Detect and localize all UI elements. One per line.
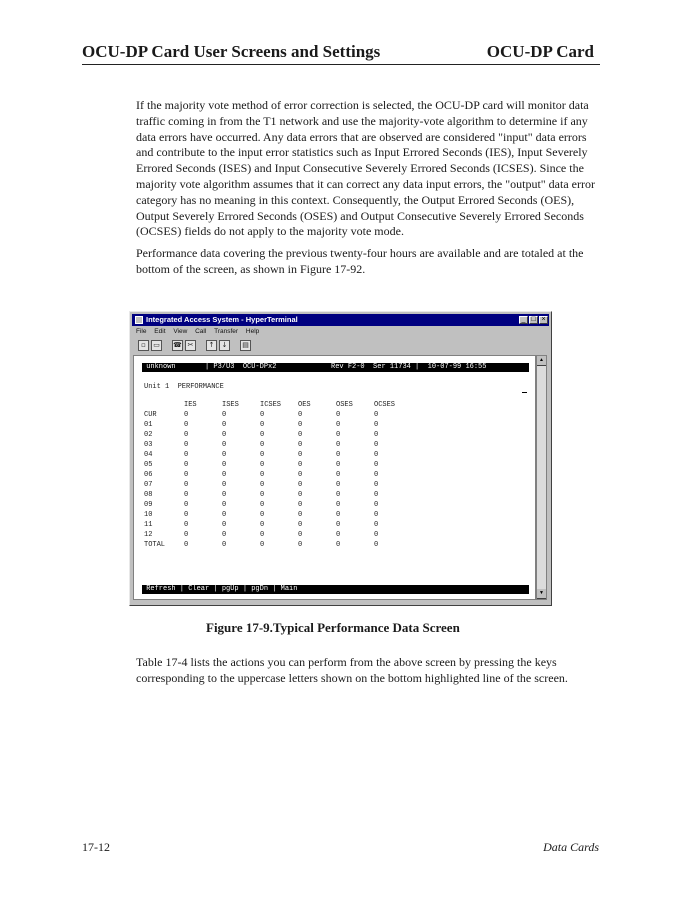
table-cell: 0 bbox=[374, 441, 379, 449]
text-cursor bbox=[522, 392, 527, 393]
row-label: 08 bbox=[144, 491, 153, 499]
row-label: TOTAL bbox=[144, 541, 166, 549]
table-cell: 0 bbox=[298, 461, 303, 469]
table-row bbox=[144, 500, 412, 510]
table-cell: 0 bbox=[222, 471, 227, 479]
table-cell: 0 bbox=[374, 491, 379, 499]
scroll-down-icon[interactable]: ▼ bbox=[537, 589, 546, 599]
table-cell: 0 bbox=[298, 441, 303, 449]
close-icon[interactable]: × bbox=[539, 316, 548, 324]
page-number: 17-12 bbox=[82, 840, 110, 854]
table-cell: 0 bbox=[336, 451, 341, 459]
table-cell: 0 bbox=[222, 421, 227, 429]
send-icon[interactable]: ↑ bbox=[206, 340, 217, 351]
unit-performance-title: Unit 1 PERFORMANCE bbox=[144, 383, 224, 391]
terminal-screen[interactable] bbox=[133, 355, 536, 600]
table-cell: 0 bbox=[298, 521, 303, 529]
row-label: 07 bbox=[144, 481, 153, 489]
table-cell: 0 bbox=[260, 421, 265, 429]
table-cell: 0 bbox=[222, 431, 227, 439]
table-cell: 0 bbox=[184, 511, 189, 519]
row-label: 06 bbox=[144, 471, 153, 479]
table-cell: 0 bbox=[374, 501, 379, 509]
receive-icon[interactable]: ↓ bbox=[219, 340, 230, 351]
table-cell: 0 bbox=[260, 541, 265, 549]
table-cell: 0 bbox=[298, 501, 303, 509]
table-row bbox=[144, 480, 412, 490]
table-cell: 0 bbox=[336, 531, 341, 539]
maximize-icon[interactable]: □ bbox=[529, 316, 538, 324]
hyperterminal-window bbox=[129, 311, 552, 606]
table-cell: 0 bbox=[374, 431, 379, 439]
row-label: 03 bbox=[144, 441, 153, 449]
table-cell: 0 bbox=[222, 411, 227, 419]
table-cell: 0 bbox=[260, 491, 265, 499]
header-section: OCU-DP Card bbox=[486, 42, 594, 61]
table-cell: 0 bbox=[222, 531, 227, 539]
table-cell: 0 bbox=[184, 411, 189, 419]
table-cell: 0 bbox=[260, 511, 265, 519]
table-cell: 0 bbox=[184, 451, 189, 459]
menu-file[interactable]: File bbox=[136, 328, 147, 335]
performance-table bbox=[144, 400, 412, 550]
menu-transfer[interactable]: Transfer bbox=[214, 328, 239, 335]
vertical-scrollbar[interactable] bbox=[536, 355, 547, 600]
menu-call[interactable]: Call bbox=[195, 328, 207, 335]
table-cell: 0 bbox=[184, 441, 189, 449]
table-cell: 0 bbox=[298, 531, 303, 539]
table-cell: 0 bbox=[336, 411, 341, 419]
table-row bbox=[144, 420, 412, 430]
table-row bbox=[144, 440, 412, 450]
table-cell: 0 bbox=[260, 411, 265, 419]
table-cell: 0 bbox=[374, 451, 379, 459]
table-cell: 0 bbox=[336, 461, 341, 469]
menu-edit[interactable]: Edit bbox=[154, 328, 166, 335]
table-cell: 0 bbox=[298, 491, 303, 499]
column-header bbox=[144, 400, 184, 410]
column-header: IES bbox=[184, 401, 197, 409]
table-row bbox=[144, 520, 412, 530]
table-cell: 0 bbox=[336, 431, 341, 439]
open-icon[interactable]: ▭ bbox=[151, 340, 162, 351]
disconnect-icon[interactable]: ✂ bbox=[185, 340, 196, 351]
table-cell: 0 bbox=[374, 461, 379, 469]
table-cell: 0 bbox=[298, 411, 303, 419]
table-cell: 0 bbox=[260, 461, 265, 469]
table-cell: 0 bbox=[298, 471, 303, 479]
table-cell: 0 bbox=[336, 501, 341, 509]
terminal-status-line: unknown | P3/U3 OCU-DPx2 Rev F2-0 Ser 11734 | 10-07-99 16:55 bbox=[142, 363, 529, 372]
table-cell: 0 bbox=[298, 541, 303, 549]
table-row bbox=[144, 490, 412, 500]
table-cell: 0 bbox=[374, 481, 379, 489]
scroll-up-icon[interactable]: ▲ bbox=[537, 356, 546, 366]
table-cell: 0 bbox=[298, 511, 303, 519]
table-cell: 0 bbox=[336, 471, 341, 479]
table-row bbox=[144, 470, 412, 480]
table-cell: 0 bbox=[222, 491, 227, 499]
table-row bbox=[144, 510, 412, 520]
table-cell: 0 bbox=[184, 531, 189, 539]
table-cell: 0 bbox=[260, 481, 265, 489]
table-cell: 0 bbox=[260, 441, 265, 449]
properties-icon[interactable]: ▤ bbox=[240, 340, 251, 351]
row-label: 11 bbox=[144, 521, 153, 529]
toolbar bbox=[134, 338, 547, 354]
app-icon bbox=[135, 316, 143, 324]
table-cell: 0 bbox=[298, 451, 303, 459]
table-row bbox=[144, 410, 412, 420]
command-bar[interactable]: Refresh | Clear | pgUp | pgDn | Main bbox=[142, 585, 529, 594]
row-label: 02 bbox=[144, 431, 153, 439]
figure-caption: Figure 17-9.Typical Performance Data Screen bbox=[206, 620, 460, 635]
table-cell: 0 bbox=[374, 521, 379, 529]
table-cell: 0 bbox=[336, 511, 341, 519]
column-header: ISES bbox=[222, 401, 239, 409]
footer-section: Data Cards bbox=[543, 840, 599, 854]
table-cell: 0 bbox=[184, 521, 189, 529]
table-row bbox=[144, 460, 412, 470]
table-cell: 0 bbox=[184, 431, 189, 439]
row-label: 05 bbox=[144, 461, 153, 469]
page-header bbox=[82, 40, 600, 65]
row-label: CUR bbox=[144, 411, 157, 419]
table-cell: 0 bbox=[260, 471, 265, 479]
performance-header-row bbox=[144, 400, 412, 410]
table-cell: 0 bbox=[184, 491, 189, 499]
table-cell: 0 bbox=[298, 481, 303, 489]
table-cell: 0 bbox=[336, 491, 341, 499]
table-cell: 0 bbox=[260, 531, 265, 539]
table-row bbox=[144, 450, 412, 460]
row-label: 09 bbox=[144, 501, 153, 509]
body-paragraph-majority-vote: If the majority vote method of error correction is selected, the OCU-DP card will monitor data traffic coming in from the T1 network and use the majority-vote algorithm to determine if any data errors have occurred. Any data errors that are observed are considered "input" data errors and contribute to the input error statistics such as Input Errored Seconds (IES), Input Severely Errored Seconds (ISES) and Input Consecutive Severely Errored Seconds (ICSES). Since the majority vote algorithm assumes that it can correct any data input errors, the "output" data error category has no meaning in this context. Consequently, the Output Errored Seconds (OES), Output Severely Errored Seconds (OSES) and Output Consecutive Severely Errored Seconds (OCSES) fields do not apply to the majority vote mode. bbox=[136, 98, 595, 239]
table-cell: 0 bbox=[222, 511, 227, 519]
table-cell: 0 bbox=[260, 521, 265, 529]
table-cell: 0 bbox=[184, 481, 189, 489]
row-label: 10 bbox=[144, 511, 153, 519]
table-cell: 0 bbox=[222, 481, 227, 489]
table-cell: 0 bbox=[222, 461, 227, 469]
table-cell: 0 bbox=[374, 421, 379, 429]
table-cell: 0 bbox=[184, 541, 189, 549]
table-cell: 0 bbox=[260, 431, 265, 439]
table-cell: 0 bbox=[374, 531, 379, 539]
table-cell: 0 bbox=[222, 541, 227, 549]
window-titlebar[interactable] bbox=[132, 314, 549, 326]
table-cell: 0 bbox=[374, 411, 379, 419]
table-row bbox=[144, 540, 412, 550]
menu-help[interactable]: Help bbox=[245, 328, 260, 335]
table-cell: 0 bbox=[184, 461, 189, 469]
minimize-icon[interactable]: _ bbox=[519, 316, 528, 324]
table-cell: 0 bbox=[336, 541, 341, 549]
table-cell: 0 bbox=[374, 541, 379, 549]
table-cell: 0 bbox=[336, 421, 341, 429]
table-cell: 0 bbox=[222, 501, 227, 509]
table-cell: 0 bbox=[184, 471, 189, 479]
column-header: OCSES bbox=[374, 401, 396, 409]
row-label: 01 bbox=[144, 421, 153, 429]
table-cell: 0 bbox=[298, 431, 303, 439]
table-row bbox=[144, 430, 412, 440]
body-paragraph-performance: Performance data covering the previous twenty-four hours are available and are totaled at the bottom of the screen, as shown in Figure 17-92. bbox=[136, 246, 584, 276]
connect-icon[interactable]: ☎ bbox=[173, 341, 182, 349]
table-cell: 0 bbox=[298, 421, 303, 429]
column-header: OES bbox=[298, 401, 311, 409]
table-cell: 0 bbox=[374, 471, 379, 479]
menu-view[interactable]: View bbox=[173, 328, 188, 335]
table-cell: 0 bbox=[184, 421, 189, 429]
body-paragraph-table-reference: Table 17-4 lists the actions you can perform from the above screen by pressing the keys corresponding to the uppercase letters shown on the bottom highlighted line of the screen. bbox=[136, 655, 568, 685]
table-cell: 0 bbox=[222, 441, 227, 449]
table-cell: 0 bbox=[336, 481, 341, 489]
table-cell: 0 bbox=[260, 501, 265, 509]
column-header: OSES bbox=[336, 401, 353, 409]
table-cell: 0 bbox=[260, 451, 265, 459]
table-cell: 0 bbox=[222, 451, 227, 459]
header-title: OCU-DP Card User Screens and Settings bbox=[82, 42, 381, 61]
window-title: Integrated Access System - HyperTerminal bbox=[146, 315, 298, 324]
table-cell: 0 bbox=[184, 501, 189, 509]
table-row bbox=[144, 530, 412, 540]
table-cell: 0 bbox=[336, 441, 341, 449]
table-cell: 0 bbox=[336, 521, 341, 529]
menu-bar bbox=[136, 327, 265, 337]
column-header: ICSES bbox=[260, 401, 282, 409]
new-icon[interactable]: ▫ bbox=[138, 340, 149, 351]
table-cell: 0 bbox=[222, 521, 227, 529]
row-label: 12 bbox=[144, 531, 153, 539]
table-cell: 0 bbox=[374, 511, 379, 519]
row-label: 04 bbox=[144, 451, 153, 459]
